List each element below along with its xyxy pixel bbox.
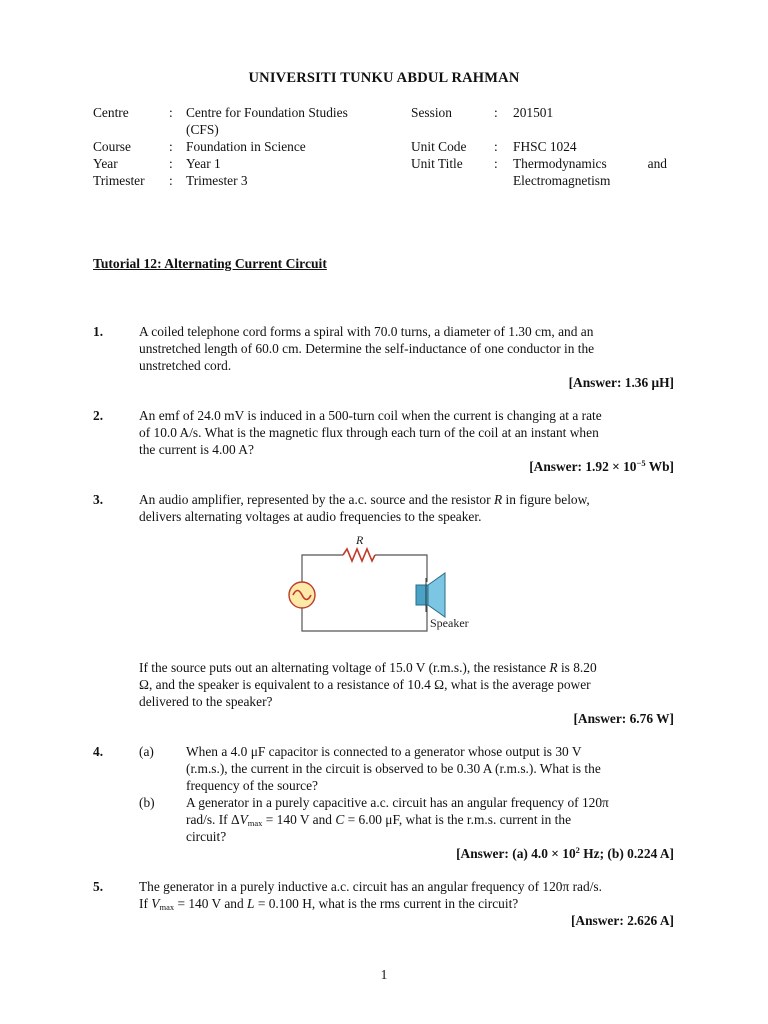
- session-value: 201501: [513, 105, 554, 120]
- question-text-line: Ω, and the speaker is equivalent to a resistance of 10.4 Ω, what is the average power: [139, 677, 591, 692]
- colon: :: [169, 139, 173, 154]
- resistor-icon: [343, 549, 375, 561]
- speaker-icon: [416, 573, 445, 617]
- question-text-line: (r.m.s.), the current in the circuit is observed to be 0.30 A (r.m.s.). What is the: [186, 761, 601, 776]
- colon: :: [494, 156, 498, 171]
- colon: :: [169, 173, 173, 188]
- question-text-line: frequency of the source?: [186, 778, 318, 793]
- colon: :: [494, 105, 498, 120]
- question-text-line: unstretched cord.: [139, 358, 232, 373]
- colon: :: [494, 139, 498, 154]
- unit-code-label: Unit Code: [411, 139, 467, 154]
- question-text-line: rad/s. If $\Delta V_{max} = 140$ V and C = 6.00 μF, what is the r.m.s. current in the: [186, 812, 572, 828]
- question-number: 1.: [93, 324, 104, 339]
- tutorial-heading: Tutorial 12: Alternating Current Circuit: [93, 256, 327, 271]
- circuit-wire: [302, 605, 427, 631]
- question-text-line: delivered to the speaker?: [139, 694, 273, 709]
- year-label: Year: [93, 156, 118, 171]
- question-text-line: If $V_{max} = 140$ V and L = 0.100 H, what is the rms current in the circuit?: [139, 896, 519, 912]
- colon: :: [169, 156, 173, 171]
- unit-title-value-cont: Electromagnetism: [513, 173, 611, 188]
- centre-value: Centre for Foundation Studies: [186, 105, 348, 120]
- question-text-line: of 10.0 A/s. What is the magnetic flux through each turn of the coil at an instant when: [139, 425, 599, 440]
- course-value: Foundation in Science: [186, 139, 306, 154]
- answer: [Answer: (a) $4.0 \times 10^2$ Hz; (b) 0.224 A]: [456, 845, 674, 861]
- university-title: UNIVERSITI TUNKU ABDUL RAHMAN: [248, 70, 520, 86]
- question-number: 2.: [93, 408, 104, 423]
- question-text-line: A coiled telephone cord forms a spiral with 70.0 turns, a diameter of 1.30 cm, and an: [139, 324, 594, 339]
- question-text-line: The generator in a purely inductive a.c. circuit has an angular frequency of 120π rad/s.: [139, 879, 602, 894]
- speaker-label: Speaker: [430, 616, 469, 630]
- sub-question-label: (b): [139, 795, 155, 810]
- course-label: Course: [93, 139, 131, 154]
- question-text-line: A generator in a purely capacitive a.c. circuit has an angular frequency of 120π: [186, 795, 609, 810]
- centre-value-cont: (CFS): [186, 122, 219, 137]
- unit-title-label: Unit Title: [411, 156, 463, 171]
- answer: [Answer: 1.36 μH]: [568, 375, 674, 390]
- sub-question-label: (a): [139, 744, 154, 759]
- unit-code-value: FHSC 1024: [513, 139, 577, 154]
- question-text-line: delivers alternating voltages at audio frequencies to the speaker.: [139, 509, 482, 524]
- question-text-line: circuit?: [186, 829, 227, 844]
- answer: [Answer: $1.92 \times 10^{-5}$ Wb]: [529, 458, 674, 474]
- page-number: 1: [380, 967, 388, 982]
- question-text-line: An emf of 24.0 mV is induced in a 500-turn coil when the current is changing at a rate: [139, 408, 602, 423]
- resistor-label: R: [356, 533, 364, 547]
- question-text-line: When a 4.0 μF capacitor is connected to a generator whose output is 30 V: [186, 744, 582, 759]
- unit-title-value-and: and: [647, 156, 667, 171]
- answer: [Answer: 2.626 A]: [570, 913, 674, 928]
- circuit-wire: [302, 555, 343, 582]
- question-text-line: the current is 4.00 A?: [139, 442, 254, 457]
- answer: [Answer: 6.76 W]: [573, 711, 674, 726]
- year-value: Year 1: [186, 156, 221, 171]
- trimester-value: Trimester 3: [186, 173, 248, 188]
- centre-label: Centre: [93, 105, 129, 120]
- question-text-line: unstretched length of 60.0 cm. Determine the self-inductance of one conductor in the: [139, 341, 595, 356]
- question-text-line: An audio amplifier, represented by the a.c. source and the resistor R in figure below,: [139, 492, 590, 507]
- question-number: 5.: [93, 879, 104, 894]
- unit-title-value: Thermodynamics: [513, 156, 607, 171]
- circuit-wire: [375, 555, 427, 582]
- question-text-line: If the source puts out an alternating voltage of 15.0 V (r.m.s.), the resistance R is 8.20: [139, 660, 597, 675]
- question-number: 4.: [93, 744, 104, 759]
- question-number: 3.: [93, 492, 104, 507]
- trimester-label: Trimester: [93, 173, 145, 188]
- session-label: Session: [411, 105, 452, 120]
- circuit-diagram: [285, 530, 485, 638]
- colon: :: [169, 105, 173, 120]
